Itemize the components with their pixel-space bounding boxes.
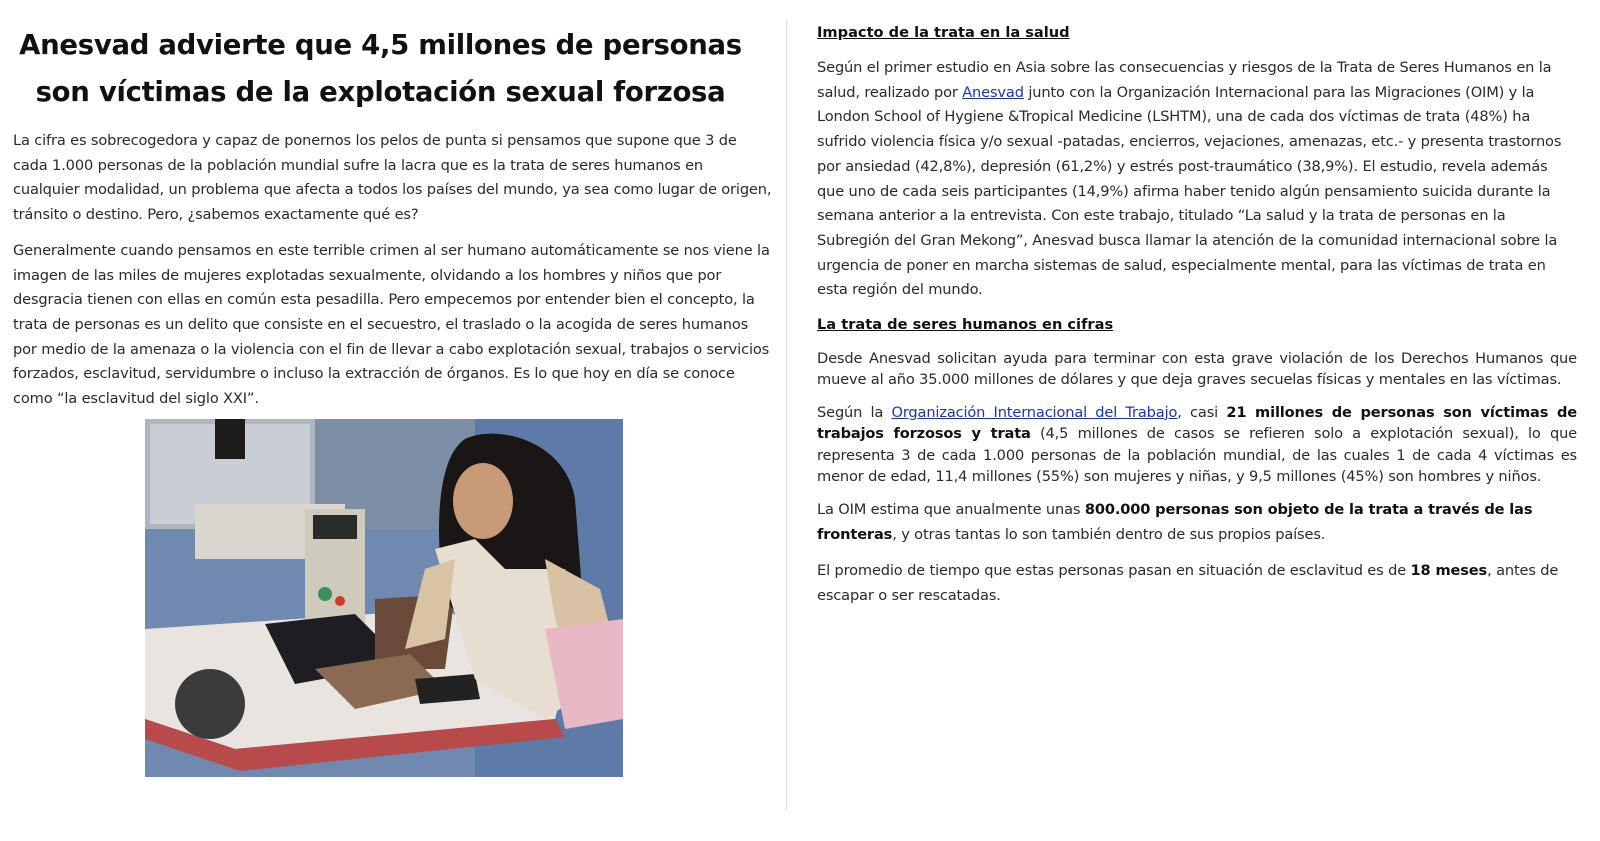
anesvad-request-paragraph: Desde Anesvad solicitan ayuda para terminar con esta grave violación de los Derechos Humanos que mueve al año 35.000 millones de dólares y que deja graves secuelas físicas y mentales en las víctimas. [817, 350, 1577, 389]
column-divider [786, 20, 787, 810]
right-column [817, 22, 1577, 619]
oit-figures-paragraph: Según la Organización Internacional del Trabajo, casi 21 millones de personas son víctimas de trabajos forzosos y trata (4,5 millones de casos se refieren solo a explotación sexual), lo que representa 3 de cada 1.000 personas de la población mundial, de las cuales 1 de cada 4 víctimas es menor de edad, 11,4 millones (55%) son mujeres y niñas, y 9,5 millones (45%) son hombres y niños. [817, 403, 1578, 486]
intro-paragraph: La cifra es sobrecogedora y capaz de ponernos los pelos de punta si pensamos que supone que 3 de cada 1.000 personas de la población mundial sufre la lacra que es la trata de seres humanos en cualquier modalidad, un problema que afecta a todos los países del mundo, ya sea como lugar de origen, tránsito o destino. Pero, ¿sabemos exactamente qué es? [13, 132, 772, 224]
health-impact-heading: Impacto de la trata en la salud [817, 24, 1070, 41]
oim-estimate-paragraph: La OIM estima que anualmente unas 800.000 personas son objeto de la trata a través de las fronteras, y otras tantas lo son también dentro de sus propios países. [817, 501, 1533, 544]
left-column [13, 22, 773, 423]
photo-girl-sewing-icon [145, 419, 623, 777]
figures-heading: La trata de seres humanos en cifras [817, 316, 1114, 334]
article-photo [145, 419, 623, 777]
anesvad-link[interactable]: Anesvad [962, 83, 1024, 101]
definition-paragraph: Generalmente cuando pensamos en este terrible crimen al ser humano automáticamente se nos viene la imagen de las miles de mujeres explotadas sexualmente, olvidando a los hombres y niños que por desgracia tienen con ellas en común esta pesadilla. Pero empecemos por entender bien el concepto, la trata de personas es un delito que consiste en el secuestro, el traslado o la acogida de seres humanos por medio de la amenaza o la violencia con el fin de llevar a cabo explotación sexual, trabajos o servicios forzados, esclavitud, servidumbre o incluso la extracción de órganos. Es lo que hoy en día se conoce como “la esclavitud del siglo XXI”. [13, 241, 770, 408]
oit-link[interactable]: Organización Internacional del Trabajo [891, 403, 1178, 421]
average-time-paragraph: El promedio de tiempo que estas personas pasan en situación de esclavitud es de 18 meses, antes de escapar o ser rescatadas. [817, 561, 1559, 604]
article-title: Anesvad advierte que 4,5 millones de personas son víctimas de la explotación sexual forzosa [19, 29, 742, 108]
health-impact-paragraph: Según el primer estudio en Asia sobre las consecuencias y riesgos de la Trata de Seres Humanos en la salud, realizado por Anesvad junto con la Organización Internacional para las Migraciones (OIM) y la London School of Hygiene &Tropical Medicine (LSHTM), una de cada dos víctimas de trata (48%) ha sufrido violencia física y/o sexual -patadas, encierros, vejaciones, amenazas, etc.- y presenta trastornos por ansiedad (42,8%), depresión (61,2%) y estrés post-traumático (38,9%). El estudio, revela además que uno de cada seis participantes (14,9%) afirma haber tenido algún pensamiento suicida durante la semana anterior a la entrevista. Con este trabajo, titulado “La salud y la trata de personas en la Subregión del Gran Mekong”, Anesvad busca llamar la atención de la comunidad internacional sobre la urgencia de poner en marcha sistemas de salud, especialmente mental, para las víctimas de trata en esta región del mundo. [817, 59, 1562, 299]
